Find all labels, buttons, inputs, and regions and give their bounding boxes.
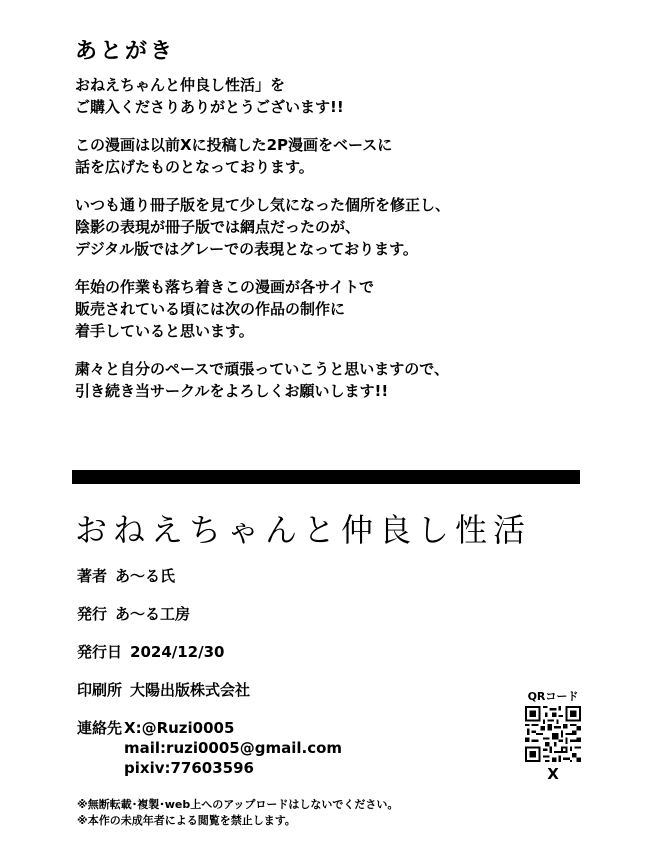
date-row bbox=[77, 642, 497, 662]
contact-row bbox=[77, 718, 497, 778]
afterword-paragraph bbox=[75, 276, 595, 342]
contact-list bbox=[124, 718, 342, 778]
afterword-line: 陰影の表現が冊子版では網点だったのが、 bbox=[75, 218, 361, 236]
printer-row bbox=[77, 680, 497, 700]
afterword-line: ご購入くださりありがとうございます!! bbox=[75, 98, 344, 116]
afterword-line: デジタル版ではグレーでの表現となっております。 bbox=[75, 240, 418, 258]
afterword-paragraph bbox=[75, 358, 595, 402]
contact-label: 連絡先 bbox=[77, 719, 123, 737]
divider-bar bbox=[72, 470, 580, 484]
afterword-paragraph bbox=[75, 194, 595, 260]
note-line: ※本作の未成年者による閲覧を禁止します。 bbox=[77, 814, 296, 827]
afterword-line: いつも通り冊子版を見て少し気になった個所を修正し、 bbox=[75, 196, 451, 214]
afterword-line: 着手していると思います。 bbox=[75, 322, 254, 340]
afterword-heading: あとがき bbox=[75, 39, 176, 64]
date-label: 発行日 bbox=[77, 643, 123, 661]
contact-pixiv: pixiv:77603596 bbox=[124, 759, 254, 777]
colophon bbox=[77, 566, 497, 796]
afterword-line: 販売されている頃には次の作品の制作に bbox=[75, 300, 346, 318]
printer-value: 大陽出版株式会社 bbox=[130, 681, 251, 699]
qr-label: X bbox=[547, 765, 559, 783]
afterword-line: おねえちゃんと仲良し性活」を bbox=[75, 76, 286, 94]
qr-caption: QRコード bbox=[527, 690, 579, 703]
note-line: ※無断転載･複製･web上へのアップロードはしないでください。 bbox=[77, 798, 399, 811]
contact-x: X:@Ruzi0005 bbox=[124, 719, 235, 737]
qr-block bbox=[522, 690, 584, 783]
book-title: おねえちゃんと仲良し性活 bbox=[75, 511, 532, 549]
publisher-label: 発行 bbox=[77, 605, 108, 623]
notes bbox=[77, 797, 398, 829]
afterword-line: 年始の作業も落ち着きこの漫画が各サイトで bbox=[75, 278, 374, 296]
publisher-value: あ～る工房 bbox=[115, 605, 191, 623]
afterword-section bbox=[75, 38, 595, 418]
qr-code-icon bbox=[525, 706, 581, 762]
author-value: あ～る氏 bbox=[115, 567, 176, 585]
date-value: 2024/12/30 bbox=[130, 643, 225, 661]
publisher-row bbox=[77, 604, 497, 624]
author-label: 著者 bbox=[77, 567, 108, 585]
afterword-line: 引き続き当サークルをよろしくお願いします!! bbox=[75, 382, 389, 400]
author-row bbox=[77, 566, 497, 586]
afterword-paragraph bbox=[75, 74, 595, 118]
contact-mail: mail:ruzi0005@gmail.com bbox=[124, 739, 343, 757]
afterword-paragraph bbox=[75, 134, 595, 178]
afterword-line: 粛々と自分のペースで頑張っていこうと思いますので、 bbox=[75, 360, 449, 378]
printer-label: 印刷所 bbox=[77, 681, 123, 699]
afterword-line: この漫画は以前Xに投稿した2P漫画をベースに bbox=[75, 136, 393, 154]
afterword-line: 話を広げたものとなっております。 bbox=[75, 158, 314, 176]
